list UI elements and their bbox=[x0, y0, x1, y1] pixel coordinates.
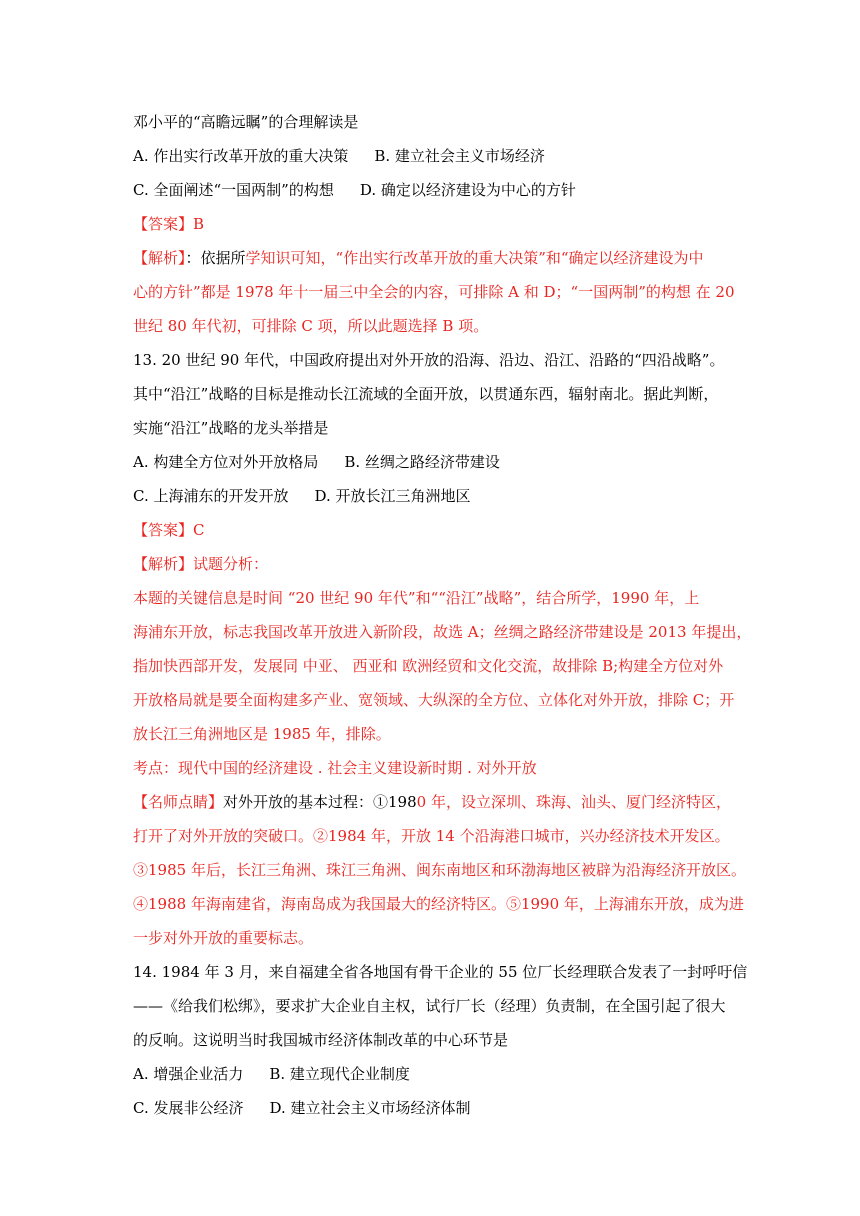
q13-option-a: A. 构建全方位对外开放格局 bbox=[133, 453, 319, 471]
q13-tip-line3: ③1985 年后，长江三角洲、珠江三角洲、闽东南地区和环渤海地区被辟为沿海经济开放区。 bbox=[133, 861, 746, 879]
q13-options-ab bbox=[133, 452, 500, 472]
q14-options-ab bbox=[133, 1064, 410, 1084]
q13-tip-line1 bbox=[133, 792, 731, 812]
q14-option-c: C. 发展非公经济 bbox=[133, 1099, 244, 1117]
q13-tip-text: 0 年，设立深圳、珠海、汕头、厦门经济特区， bbox=[416, 793, 731, 811]
q13-option-c: C. 上海浦东的开发开放 bbox=[133, 487, 289, 505]
q12-options-cd bbox=[133, 180, 576, 200]
q13-options-cd bbox=[133, 486, 471, 506]
q12-analysis-prefix: ：依据所 bbox=[185, 249, 246, 267]
q14-stem-line1: 14. 1984 年 3 月，来自福建全省各地国有骨干企业的 55 位厂长经理联合发表了一封呼吁信 bbox=[133, 963, 748, 981]
q13-analysis-line2: 海浦东开放，标志我国改革开放进入新阶段，故选 A；丝绸之路经济带建设是 2013 年提出， bbox=[133, 623, 752, 641]
q13-analysis-line5: 放长江三角洲地区是 1985 年，排除。 bbox=[133, 725, 391, 743]
q12-analysis-label: 【解析】 bbox=[133, 249, 186, 267]
q12-answer: 【答案】B bbox=[133, 215, 205, 233]
q13-tip-line5: 一步对外开放的重要标志。 bbox=[133, 929, 314, 947]
q13-stem-line1: 13. 20 世纪 90 年代，中国政府提出对外开放的沿海、沿边、沿江、沿路的“四沿战略”。 bbox=[133, 351, 725, 369]
q12-analysis-line2: 心的方针”都是 1978 年十一届三中全会的内容，可排除 A 和 D；“一国两制”的构想 在 20 bbox=[133, 283, 735, 301]
q13-option-b: B. 丝绸之路经济带建设 bbox=[344, 453, 500, 471]
q13-stem-line3: 实施“沿江”战略的龙头举措是 bbox=[133, 419, 329, 437]
q13-analysis-line4: 开放格局就是要全面构建多产业、宽领域、大纵深的全方位、立体化对外开放，排除 C；开 bbox=[133, 691, 735, 709]
q13-tip-line2: 打开了对外开放的突破口。②1984 年，开放 14 个沿海港口城市，兴办经济技术开发区。 bbox=[133, 827, 730, 845]
q13-kaodian: 考点：现代中国的经济建设 . 社会主义建设新时期 . 对外开放 bbox=[133, 759, 537, 777]
q13-answer: 【答案】C bbox=[133, 521, 205, 539]
q13-tip-line4: ④1988 年海南建省，海南岛成为我国最大的经济特区。⑤1990 年，上海浦东开放，成为进 bbox=[133, 895, 744, 913]
q13-tip-prefix: 对外开放的基本过程：①198 bbox=[223, 793, 417, 811]
q14-stem-line3: 的反响。这说明当时我国城市经济体制改革的中心环节是 bbox=[133, 1031, 509, 1049]
q14-option-b: B. 建立现代企业制度 bbox=[269, 1065, 410, 1083]
q14-option-a: A. 增强企业活力 bbox=[133, 1065, 244, 1083]
q12-stem: 邓小平的“高瞻远瞩”的合理解读是 bbox=[133, 113, 359, 131]
q12-analysis-line3: 世纪 80 年代初，可排除 C 项，所以此题选择 B 项。 bbox=[133, 317, 489, 335]
q13-analysis-line3: 指加快西部开发，发展同 中亚、 西亚和 欧洲经贸和文化交流，故排除 B;构建全方位对外 bbox=[133, 657, 724, 675]
q12-option-c: C. 全面阐述“一国两制”的构想 bbox=[133, 181, 334, 199]
q12-option-a: A. 作出实行改革开放的重大决策 bbox=[133, 147, 349, 165]
q13-analysis-label: 【解析】试题分析： bbox=[133, 555, 269, 573]
q12-option-b: B. 建立社会主义市场经济 bbox=[374, 147, 545, 165]
q14-option-d: D. 建立社会主义市场经济体制 bbox=[269, 1099, 471, 1117]
q13-stem-line2: 其中“沿江”战略的目标是推动长江流域的全面开放，以贯通东西，辐射南北。据此判断， bbox=[133, 385, 719, 403]
q13-analysis-line1: 本题的关键信息是时间 “20 世纪 90 年代”和““沿江”战略”，结合所学，1990 年，上 bbox=[133, 589, 700, 607]
q12-option-d: D. 确定以经济建设为中心的方针 bbox=[359, 181, 576, 199]
q12-analysis-line1 bbox=[133, 248, 704, 268]
q12-options-ab bbox=[133, 146, 545, 166]
q14-stem-line2: ——《给我们松绑》，要求扩大企业自主权，试行厂长（经理）负责制，在全国引起了很大 bbox=[133, 997, 726, 1015]
q14-options-cd bbox=[133, 1098, 471, 1118]
q12-analysis-text: 学知识可知，“作出实行改革开放的重大决策”和“确定以经济建设为中 bbox=[245, 249, 704, 267]
q13-option-d: D. 开放长江三角洲地区 bbox=[314, 487, 471, 505]
q13-tip-label: 【名师点睛】 bbox=[133, 793, 224, 811]
